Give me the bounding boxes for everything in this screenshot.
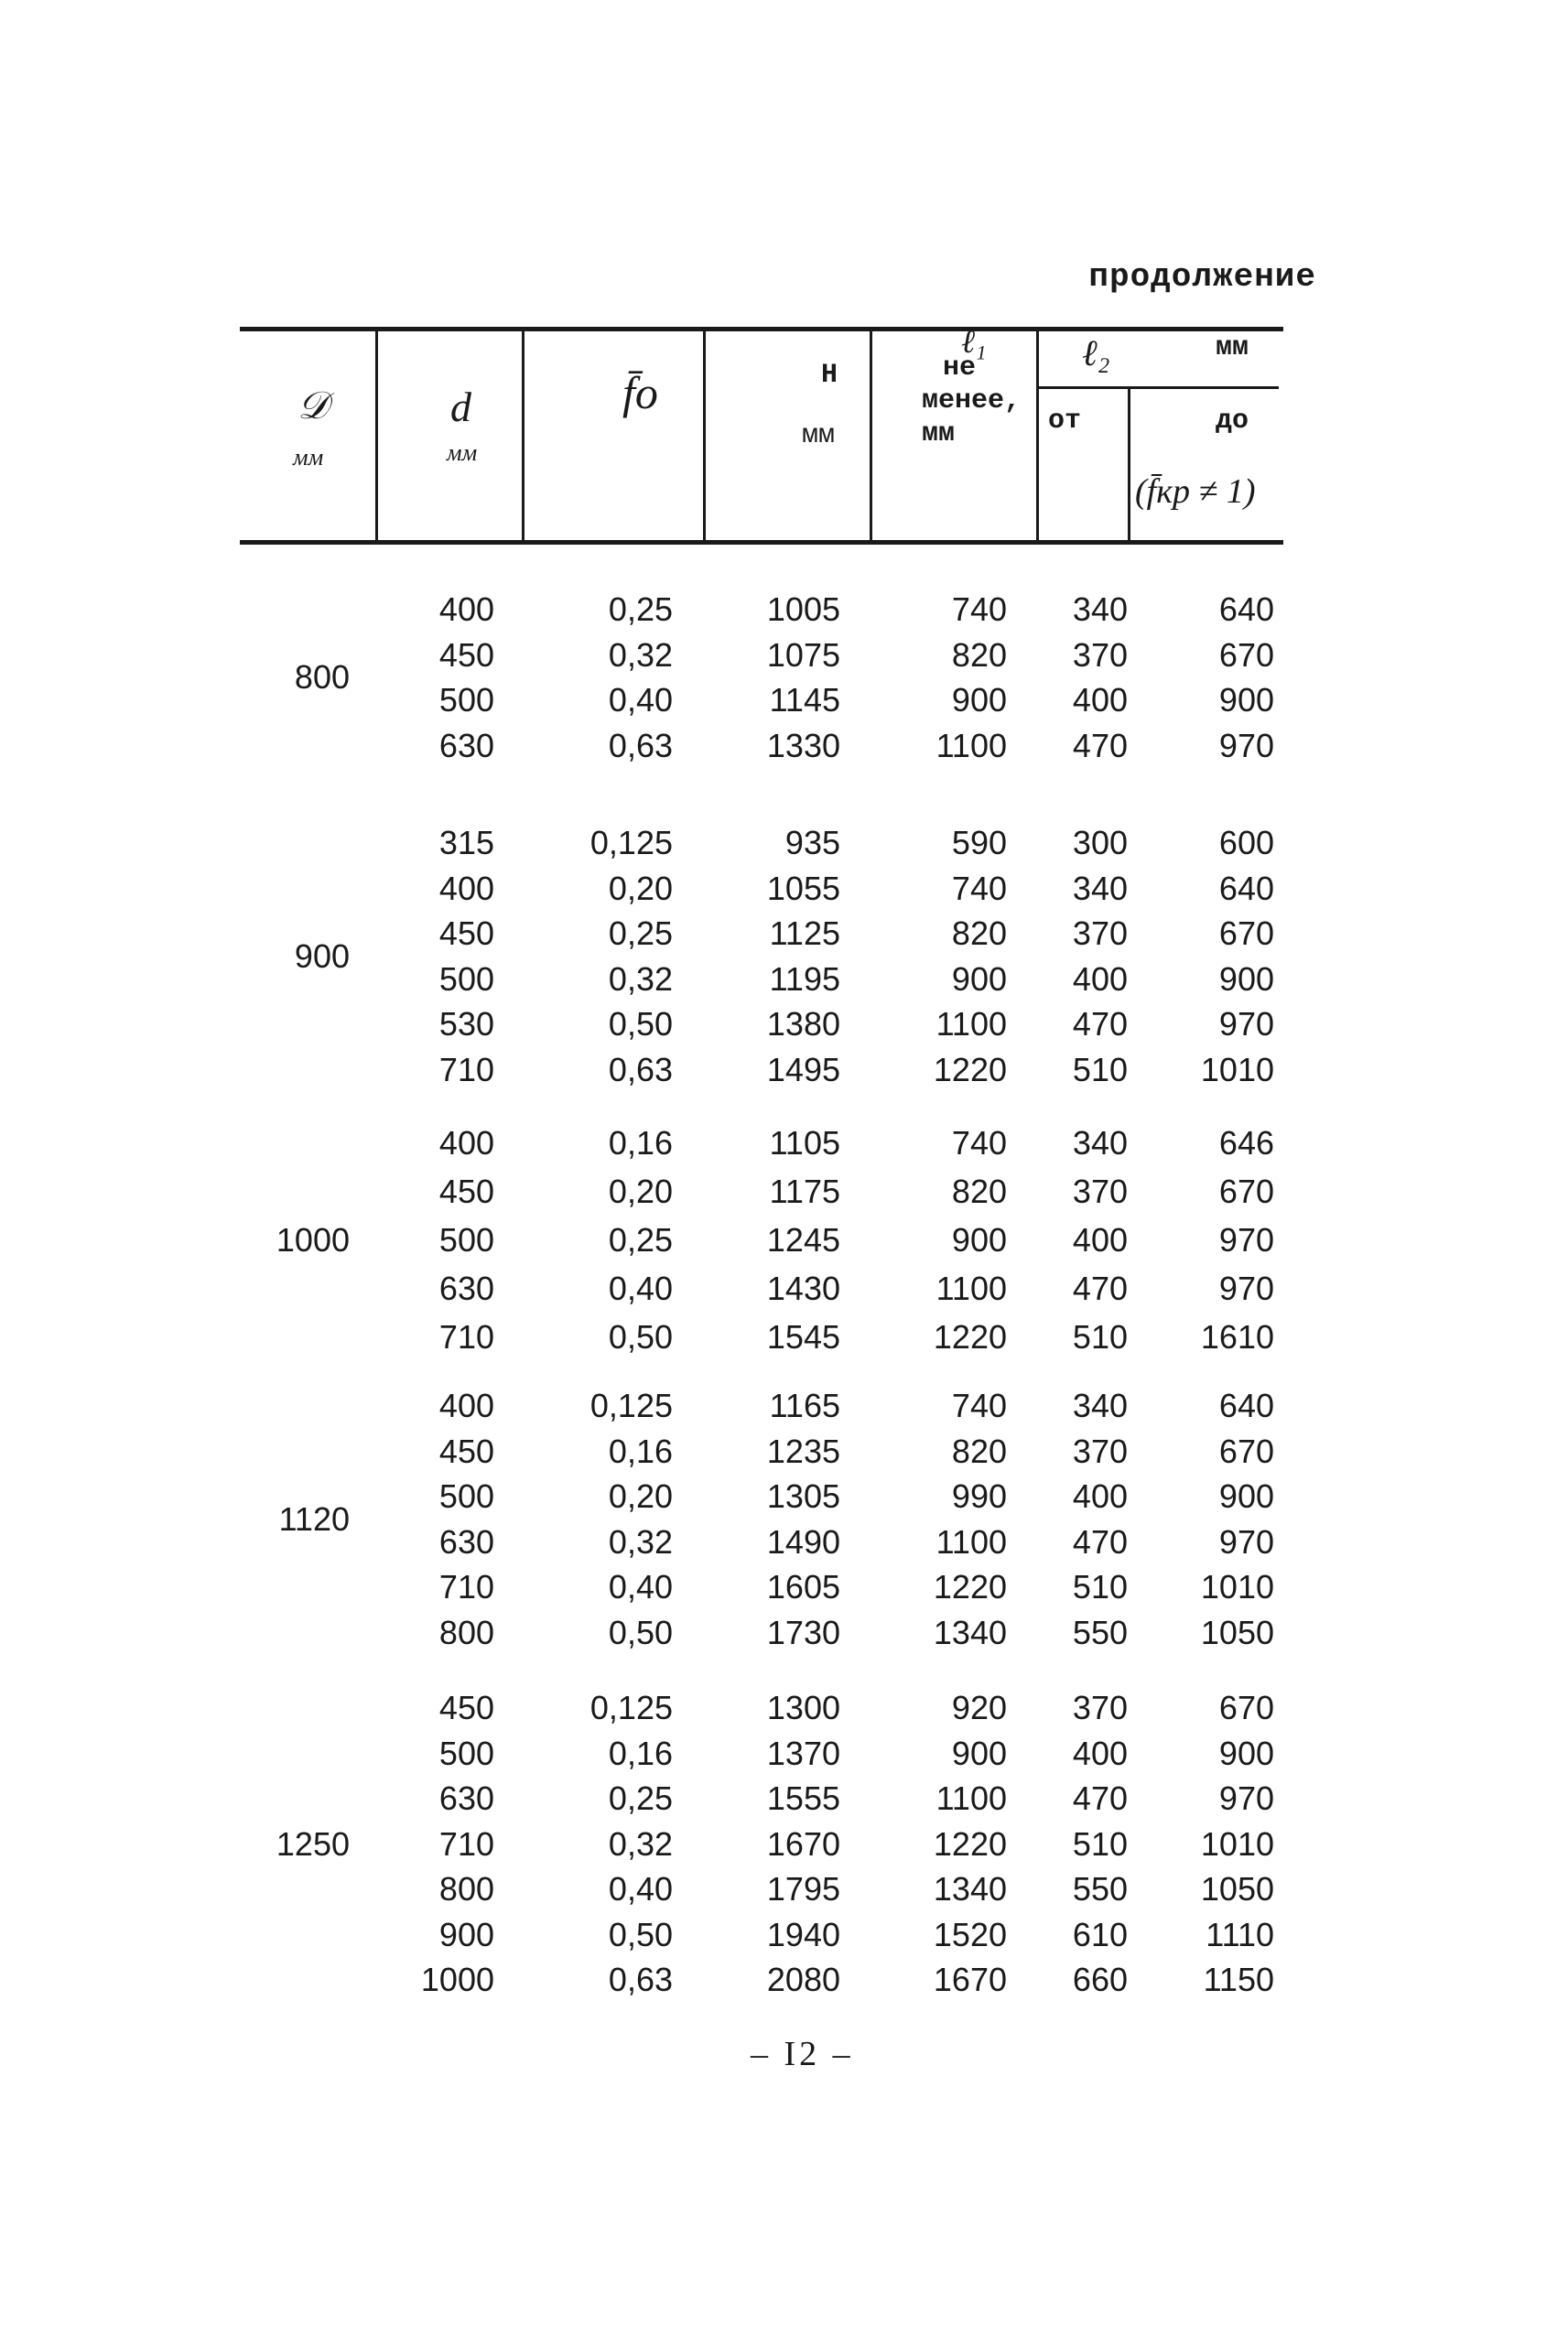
cell-l2-to: 1610: [1200, 1318, 1274, 1356]
cell-H: 1430: [766, 1270, 840, 1307]
cell-H: 2080: [766, 1961, 840, 1998]
column-divider: [522, 330, 524, 542]
cell-l2-to: 970: [1218, 1005, 1274, 1043]
cell-H: 1165: [769, 1387, 840, 1424]
cell-H: 1605: [766, 1568, 840, 1606]
cell-D: 1250: [276, 1824, 350, 1863]
cell-l1: 990: [951, 1477, 1007, 1515]
cell-l1: 1520: [933, 1915, 1007, 1953]
cell-H: 1370: [766, 1734, 840, 1772]
cell-H: 935: [784, 824, 840, 861]
cell-H: 1175: [769, 1173, 840, 1210]
cell-f0: 0,20: [608, 1173, 673, 1210]
cell-f0: 0,20: [608, 869, 673, 907]
l2-subheader-rule: [1037, 386, 1279, 389]
cell-f0: 0,32: [608, 635, 673, 674]
cell-l1: 820: [951, 635, 1007, 674]
cell-l2-from: 300: [1072, 824, 1128, 861]
cell-f0: 0,125: [589, 824, 673, 861]
cell-l2-to: 640: [1218, 869, 1274, 907]
cell-l1: 900: [951, 1221, 1007, 1259]
cell-H: 1730: [766, 1613, 840, 1651]
cell-l2-from: 470: [1072, 726, 1128, 764]
cell-d: 710: [438, 1824, 494, 1863]
cell-l1: 920: [951, 1689, 1007, 1726]
cell-l1: 1340: [933, 1870, 1007, 1908]
cell-l2-to: 670: [1218, 914, 1274, 952]
header-H: Н: [821, 360, 838, 391]
cell-l2-to: 640: [1218, 1387, 1274, 1424]
cell-f0: 0,40: [608, 1870, 673, 1908]
cell-l2-from: 660: [1072, 1961, 1128, 1998]
cell-l2-from: 370: [1072, 1173, 1128, 1210]
cell-d: 400: [438, 590, 494, 628]
cell-l1: 740: [951, 590, 1007, 628]
cell-d: 710: [438, 1568, 494, 1606]
cell-d: 315: [438, 824, 494, 861]
table-top-rule: [240, 327, 1283, 331]
cell-d: 450: [438, 914, 494, 952]
continuation-label: продолжение: [1088, 258, 1316, 296]
cell-H: 1380: [766, 1005, 840, 1043]
header-l2-condition: (f̄кр ≠ 1): [1135, 472, 1256, 511]
table-header-bottom-rule: [240, 540, 1283, 545]
column-divider: [1036, 330, 1039, 542]
cell-d: 450: [438, 1432, 494, 1470]
cell-f0: 0,16: [608, 1734, 673, 1772]
cell-l2-to: 670: [1218, 1689, 1274, 1726]
cell-H: 1490: [766, 1522, 840, 1561]
cell-l2-to: 670: [1218, 635, 1274, 674]
cell-l2-from: 340: [1072, 1124, 1128, 1162]
cell-l2-to: 1010: [1200, 1050, 1274, 1088]
cell-l2-from: 470: [1072, 1522, 1128, 1561]
cell-f0: 0,25: [608, 914, 673, 952]
cell-H: 1495: [766, 1050, 840, 1088]
cell-l2-from: 470: [1072, 1270, 1128, 1307]
cell-f0: 0,50: [608, 1613, 673, 1651]
header-D: 𝒟: [297, 385, 329, 427]
cell-D: 1000: [276, 1221, 350, 1259]
cell-d: 500: [438, 1734, 494, 1772]
cell-H: 1075: [766, 635, 840, 674]
cell-l2-to: 970: [1218, 1779, 1274, 1817]
cell-f0: 0,32: [608, 1522, 673, 1561]
cell-d: 450: [438, 1173, 494, 1210]
cell-l2-from: 400: [1072, 1734, 1128, 1772]
cell-d: 400: [438, 869, 494, 907]
cell-l2-from: 400: [1072, 1477, 1128, 1515]
cell-l1: 900: [951, 1734, 1007, 1772]
cell-d: 500: [438, 1221, 494, 1259]
cell-f0: 0,50: [608, 1005, 673, 1043]
cell-l1: 900: [951, 959, 1007, 998]
cell-l2-from: 400: [1072, 681, 1128, 719]
cell-l2-to: 970: [1218, 726, 1274, 764]
cell-d: 450: [438, 635, 494, 674]
header-d-unit: мм: [447, 439, 478, 466]
cell-l1: 820: [951, 1432, 1007, 1470]
cell-f0: 0,125: [589, 1387, 673, 1424]
cell-l2-to: 1010: [1200, 1568, 1274, 1606]
header-l2-to: до: [1216, 406, 1249, 437]
cell-l2-to: 900: [1218, 681, 1274, 719]
header-l2-from: от: [1048, 406, 1082, 437]
cell-l2-from: 400: [1072, 959, 1128, 998]
column-divider: [703, 330, 706, 542]
cell-H: 1105: [769, 1124, 840, 1162]
cell-l2-to: 900: [1218, 959, 1274, 998]
cell-l2-from: 550: [1072, 1870, 1128, 1908]
cell-d: 450: [438, 1689, 494, 1726]
cell-f0: 0,40: [608, 1270, 673, 1307]
cell-f0: 0,32: [608, 1824, 673, 1863]
cell-f0: 0,63: [608, 1050, 673, 1088]
cell-l2-to: 1150: [1203, 1961, 1274, 1998]
cell-l1: 740: [951, 1387, 1007, 1424]
cell-l2-to: 600: [1218, 824, 1274, 861]
cell-l2-from: 370: [1072, 635, 1128, 674]
cell-l2-from: 470: [1072, 1779, 1128, 1817]
cell-f0: 0,20: [608, 1477, 673, 1515]
cell-f0: 0,63: [608, 1961, 673, 1998]
cell-l2-to: 670: [1218, 1432, 1274, 1470]
cell-l2-to: 1050: [1200, 1870, 1274, 1908]
cell-l1: 1100: [935, 1522, 1007, 1561]
cell-l1: 1220: [933, 1050, 1007, 1088]
cell-f0: 0,25: [608, 1779, 673, 1817]
cell-d: 800: [438, 1870, 494, 1908]
cell-H: 1330: [766, 726, 840, 764]
cell-l2-from: 510: [1072, 1318, 1128, 1356]
cell-H: 1555: [766, 1779, 840, 1817]
cell-d: 630: [438, 1779, 494, 1817]
cell-l2-from: 370: [1072, 914, 1128, 952]
cell-H: 1145: [769, 681, 840, 719]
cell-f0: 0,63: [608, 726, 673, 764]
cell-l2-from: 340: [1072, 1387, 1128, 1424]
cell-d: 500: [438, 681, 494, 719]
cell-d: 530: [438, 1005, 494, 1043]
cell-l1: 1340: [933, 1613, 1007, 1651]
cell-l2-from: 340: [1072, 869, 1128, 907]
cell-l2-to: 900: [1218, 1734, 1274, 1772]
header-l2-unit: мм: [1216, 332, 1249, 363]
cell-l2-to: 970: [1218, 1270, 1274, 1307]
cell-l1: 740: [951, 869, 1007, 907]
cell-H: 1670: [766, 1824, 840, 1863]
cell-d: 630: [438, 1522, 494, 1561]
cell-d: 630: [438, 726, 494, 764]
cell-D: 900: [294, 936, 350, 975]
cell-d: 500: [438, 959, 494, 998]
cell-H: 1545: [766, 1318, 840, 1356]
cell-l1: 820: [951, 914, 1007, 952]
cell-d: 900: [438, 1915, 494, 1953]
cell-l1: 590: [951, 824, 1007, 861]
cell-l2-from: 510: [1072, 1568, 1128, 1606]
cell-l2-from: 400: [1072, 1221, 1128, 1259]
cell-d: 800: [438, 1613, 494, 1651]
cell-H: 1195: [769, 959, 840, 998]
cell-f0: 0,25: [608, 1221, 673, 1259]
cell-l2-to: 670: [1218, 1173, 1274, 1210]
cell-l2-to: 1110: [1206, 1915, 1274, 1953]
cell-f0: 0,125: [589, 1689, 673, 1726]
cell-f0: 0,40: [608, 1568, 673, 1606]
cell-l1: 1220: [933, 1824, 1007, 1863]
cell-l2-to: 970: [1218, 1221, 1274, 1259]
cell-l1: 1100: [935, 1779, 1007, 1817]
cell-f0: 0,16: [608, 1432, 673, 1470]
cell-l2-to: 970: [1218, 1522, 1274, 1561]
cell-f0: 0,50: [608, 1318, 673, 1356]
cell-l2-to: 900: [1218, 1477, 1274, 1515]
column-divider: [870, 330, 872, 542]
header-l1-unit: мм: [922, 418, 956, 449]
cell-d: 1000: [420, 1961, 494, 1998]
header-d: d: [450, 384, 471, 430]
cell-d: 710: [438, 1050, 494, 1088]
cell-l1: 1220: [933, 1318, 1007, 1356]
cell-l2-to: 1010: [1200, 1824, 1274, 1863]
cell-l2-from: 610: [1072, 1915, 1128, 1953]
cell-l1: 1100: [935, 726, 1007, 764]
cell-d: 400: [438, 1124, 494, 1162]
cell-l2-from: 550: [1072, 1613, 1128, 1651]
cell-l2-to: 1050: [1200, 1613, 1274, 1651]
header-D-unit: мм: [293, 444, 324, 470]
cell-D: 800: [294, 658, 350, 697]
header-l1: ℓ₁: [961, 323, 987, 360]
cell-l2-from: 470: [1072, 1005, 1128, 1043]
cell-l1: 820: [951, 1173, 1007, 1210]
cell-f0: 0,16: [608, 1124, 673, 1162]
cell-l2-to: 640: [1218, 590, 1274, 628]
cell-D: 1120: [278, 1499, 350, 1538]
cell-H: 1125: [769, 914, 840, 952]
cell-l1: 1670: [933, 1961, 1007, 1998]
cell-l1: 900: [951, 681, 1007, 719]
cell-f0: 0,50: [608, 1915, 673, 1953]
cell-H: 1005: [766, 590, 840, 628]
cell-l2-from: 510: [1072, 1050, 1128, 1088]
cell-d: 400: [438, 1387, 494, 1424]
l2-subcolumn-divider: [1128, 388, 1130, 542]
cell-l2-from: 370: [1072, 1689, 1128, 1726]
cell-H: 1795: [766, 1870, 840, 1908]
cell-d: 710: [438, 1318, 494, 1356]
cell-l1: 1100: [935, 1005, 1007, 1043]
cell-H: 1305: [766, 1477, 840, 1515]
cell-H: 1300: [766, 1689, 840, 1726]
cell-f0: 0,25: [608, 590, 673, 628]
cell-l1: 1100: [935, 1270, 1007, 1307]
cell-l2-to: 646: [1218, 1124, 1274, 1162]
header-l2: ℓ₂: [1082, 332, 1110, 373]
cell-d: 630: [438, 1270, 494, 1307]
cell-l2-from: 340: [1072, 590, 1128, 628]
header-l1-text-ne: не: [943, 352, 977, 384]
column-divider: [375, 330, 378, 542]
header-l1-text-menee: менее,: [922, 385, 1022, 416]
cell-f0: 0,40: [608, 681, 673, 719]
cell-f0: 0,32: [608, 959, 673, 998]
header-H-unit: мм: [802, 420, 836, 451]
cell-l2-from: 370: [1072, 1432, 1128, 1470]
cell-H: 1055: [766, 869, 840, 907]
cell-H: 1235: [766, 1432, 840, 1470]
header-f0: f̄o: [622, 367, 658, 418]
cell-l1: 740: [951, 1124, 1007, 1162]
cell-d: 500: [438, 1477, 494, 1515]
cell-l2-from: 510: [1072, 1824, 1128, 1863]
page-number: – I2 –: [751, 2035, 854, 2073]
cell-l1: 1220: [933, 1568, 1007, 1606]
cell-H: 1245: [766, 1221, 840, 1259]
cell-H: 1940: [766, 1915, 840, 1953]
